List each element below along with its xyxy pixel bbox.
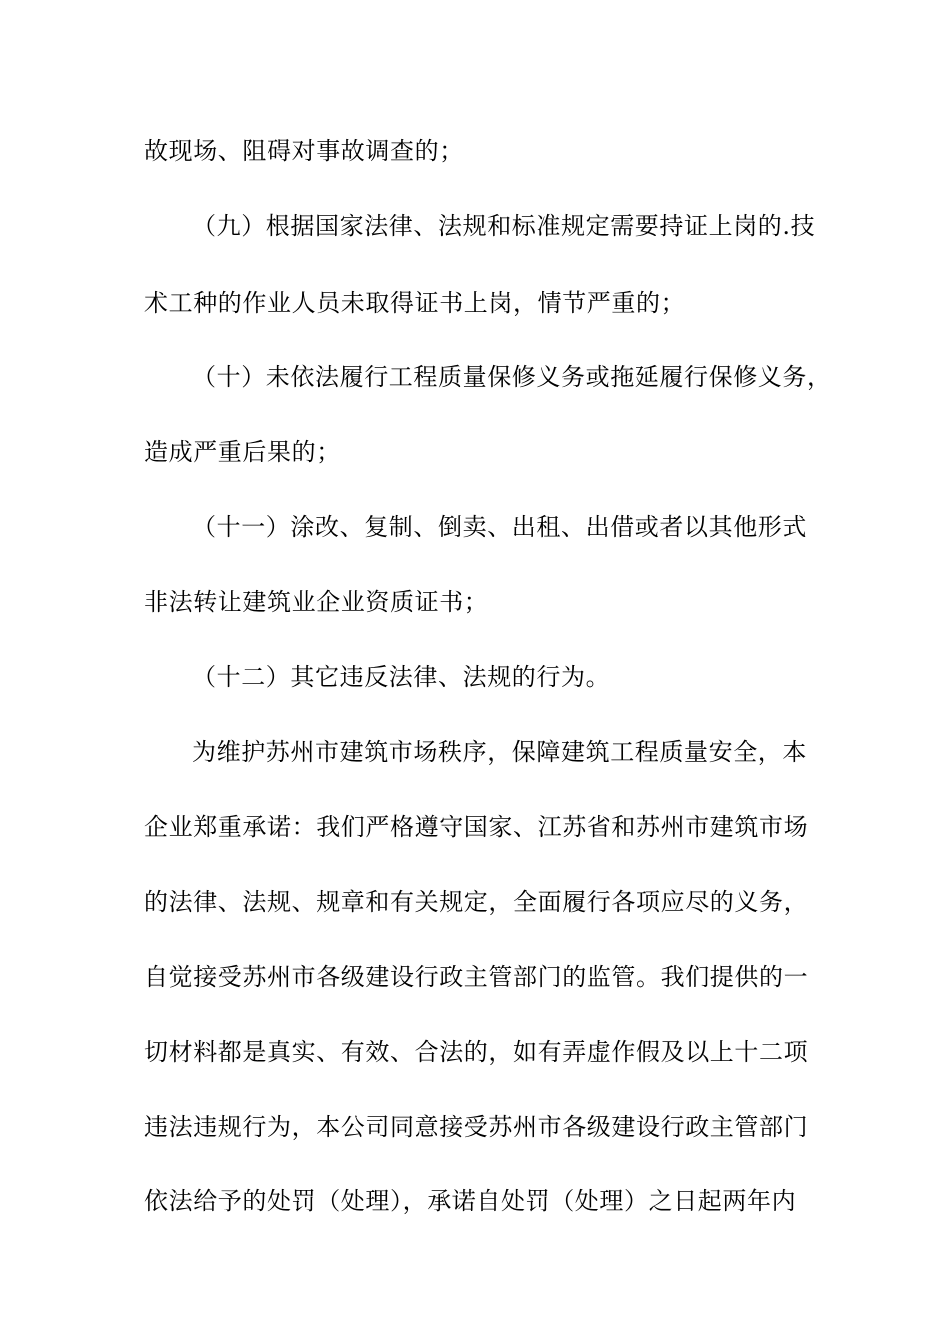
text-line-14: 违法违规行为，本公司同意接受苏州市各级建设行政主管部门 — [144, 1113, 809, 1141]
text-line-6: （十一）涂改、复制、倒卖、出租、出借或者以其他形式 — [192, 513, 807, 541]
text-line-12: 自觉接受苏州市各级建设行政主管部门的监管。我们提供的一 — [144, 963, 809, 991]
text-line-13: 切材料都是真实、有效、合法的，如有弄虚作假及以上十二项 — [144, 1038, 809, 1066]
text-line-11: 的法律、法规、规章和有关规定，全面履行各项应尽的义务， — [144, 888, 809, 916]
text-line-5: 造成严重后果的； — [144, 438, 341, 466]
text-line-2: （九）根据国家法律、法规和标准规定需要持证上岗的.技 — [192, 212, 816, 240]
text-line-10: 企业郑重承诺：我们严格遵守国家、江苏省和苏州市建筑市场 — [144, 813, 809, 841]
text-line-7: 非法转让建筑业企业资质证书； — [144, 588, 489, 616]
text-line-9: 为维护苏州市建筑市场秩序，保障建筑工程质量安全，本 — [192, 738, 807, 766]
text-line-1: 故现场、阻碍对事故调查的； — [144, 137, 464, 165]
text-line-3: 术工种的作业人员未取得证书上岗，情节严重的； — [144, 289, 686, 317]
text-line-15: 依法给予的处罚（处理），承诺自处罚（处理）之日起两年内 — [144, 1187, 797, 1215]
text-line-4: （十）未依法履行工程质量保修义务或拖延履行保修义务， — [192, 363, 832, 391]
text-line-8: （十二）其它违反法律、法规的行为。 — [192, 663, 611, 691]
